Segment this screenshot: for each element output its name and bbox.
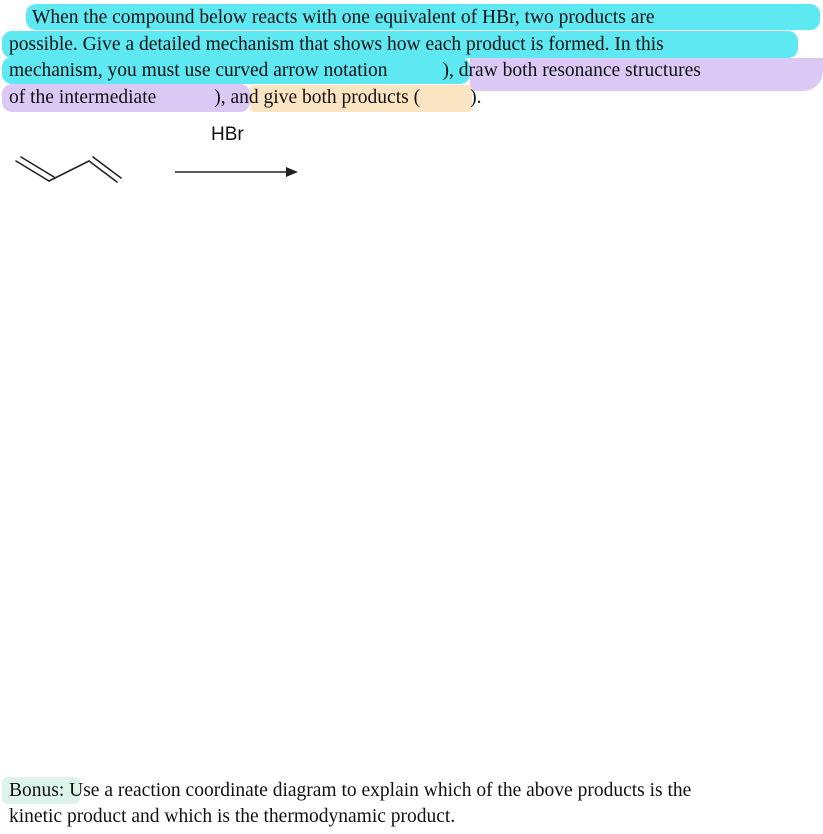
reaction-arrow bbox=[175, 167, 298, 177]
question-line-4-text-a: of the intermediate bbox=[9, 87, 157, 108]
question-line-2: possible. Give a detailed mechanism that shows how each product is formed. In this bbox=[9, 34, 664, 55]
bonus-line-2: kinetic product and which is the thermodynamic product. bbox=[9, 806, 456, 827]
butadiene-structure bbox=[16, 157, 121, 182]
bond-c2-c3 bbox=[49, 161, 89, 181]
question-line-3-text-b: ), draw both resonance structures bbox=[442, 60, 701, 81]
question-line-3-text-a: mechanism, you must use curved arrow notation bbox=[9, 60, 388, 81]
bonus-line-1-text: Use a reaction coordinate diagram to explain which of the above products is the bbox=[64, 780, 692, 801]
bonus-label: Bonus: bbox=[9, 780, 65, 801]
question-line-4-text-b: ), and give both products ( bbox=[214, 87, 421, 108]
question-line-1: When the compound below reacts with one equivalent of HBr, two products are bbox=[32, 7, 655, 28]
question-line-4-text-c: ). bbox=[470, 87, 482, 108]
reagent-label: HBr bbox=[211, 124, 244, 145]
bonus-line-1 bbox=[9, 778, 691, 804]
